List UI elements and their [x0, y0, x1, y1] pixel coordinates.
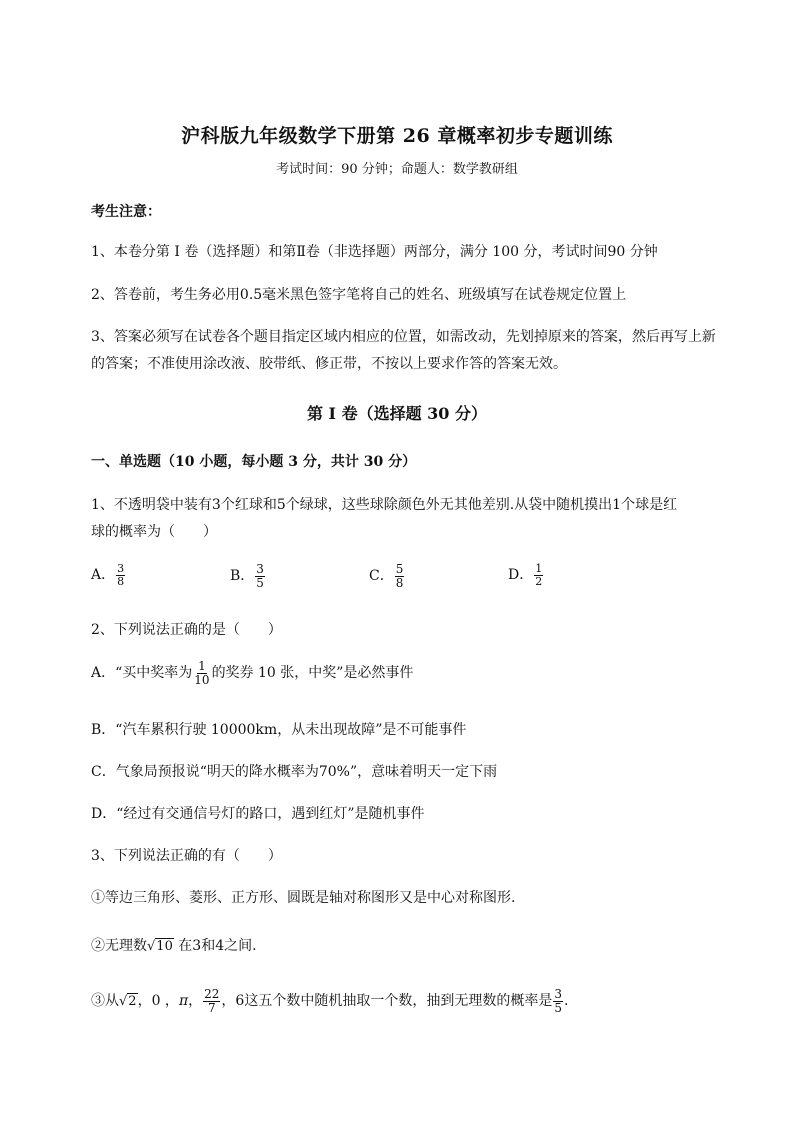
q1-option-a-fraction [116, 563, 125, 587]
q3-s2-post: 在3和4之间. [173, 938, 257, 954]
notice-heading: 考生注意： [91, 204, 161, 220]
q3-s3-mid1: ，0 ， [137, 993, 179, 1010]
q2-option-a[interactable] [91, 660, 413, 686]
q3-s3-pre: ③从 [91, 993, 119, 1010]
notice-item-3-line-1: 3、答案必须写在试卷各个题目指定区域内相应的位置，如需改动，先划掉原来的答案，然后再写上新 [91, 329, 716, 345]
q1-option-c-fraction [395, 563, 405, 589]
q1-option-b[interactable] [230, 563, 266, 589]
q1-option-a-label: A． [91, 567, 116, 584]
q3-s3-end: . [563, 993, 569, 1010]
q2-a-denominator: 10 [194, 672, 210, 687]
q1-b-denominator: 5 [256, 575, 264, 590]
q2-option-d[interactable]: D．“经过有交通信号灯的路口，遇到红灯”是随机事件 [91, 806, 425, 822]
q1-a-denominator: 8 [117, 574, 125, 588]
sqrt-icon: √ [119, 994, 128, 1010]
q2-option-a-pre: A．“买中奖率为 [91, 665, 193, 682]
part-title: 一、单选题（10 小题，每小题 3 分，共计 30 分） [91, 454, 417, 470]
q3-s3-pi: π [178, 993, 189, 1010]
q1-option-b-fraction [255, 563, 265, 589]
q3-s3-mid2: ， [188, 993, 203, 1010]
q2-option-a-fraction [193, 660, 210, 686]
notice-item-1: 1、本卷分第 I 卷（选择题）和第Ⅱ卷（非选择题）两部分，满分 100 分，考试时间90 分钟 [91, 244, 658, 260]
q3-s2-sqrt [147, 939, 174, 954]
section-title: 第 I 卷（选择题 30 分） [306, 404, 488, 423]
q3-s3-p-numerator: 3 [554, 987, 562, 1001]
q2-option-b[interactable]: B．“汽车累积行驶 10000km，从未出现故障”是不可能事件 [91, 722, 467, 738]
q3-s2-pre: ②无理数 [91, 938, 147, 954]
q1-a-numerator: 3 [117, 562, 125, 575]
q3-s3-f-denominator: 7 [207, 1000, 216, 1015]
q1-d-numerator: 1 [535, 562, 543, 575]
q1-b-numerator: 3 [256, 562, 264, 576]
q1-c-numerator: 5 [395, 562, 404, 576]
q1-stem-line-1: 1、不透明袋中装有3个红球和5个绿球，这些球除颜色外无其他差别.从袋中随机摸出1个球是红 [91, 497, 678, 513]
q3-s3-mid3: ，6这五个数中随机抽取一个数，抽到无理数的概率是 [221, 993, 553, 1010]
q1-stem-line-2: 球的概率为（ ） [91, 524, 217, 540]
q2-stem: 2、下列说法正确的是（ ） [91, 622, 282, 638]
q2-option-a-post: 的奖券 10 张，中奖”是必然事件 [211, 665, 414, 682]
q3-s3-fraction-22-7 [203, 988, 220, 1014]
q2-a-numerator: 1 [198, 659, 206, 673]
notice-item-2: 2、答卷前，考生务必用0.5毫米黑色签字笔将自己的姓名、班级填写在试卷规定位置上 [91, 287, 627, 303]
q1-c-denominator: 8 [395, 575, 404, 590]
q3-s2-radicand: 10 [156, 939, 173, 954]
q3-statement-3 [91, 988, 568, 1014]
q3-stem: 3、下列说法正确的有（ ） [91, 848, 282, 864]
q1-option-c-label: C． [369, 568, 394, 585]
sqrt-icon: √ [147, 939, 156, 954]
q3-s3-p-denominator: 5 [554, 1000, 562, 1015]
q3-s3-radicand: 2 [128, 994, 137, 1010]
q3-s3-sqrt [119, 994, 138, 1009]
q1-option-d-label: D． [508, 567, 534, 584]
q3-statement-1: ①等边三角形、菱形、正方形、圆既是轴对称图形又是中心对称图形. [91, 890, 516, 906]
notice-item-3-line-2: 的答案；不准使用涂改液、胶带纸、修正带，不按以上要求作答的答案无效。 [91, 356, 567, 372]
q1-option-d-fraction [534, 563, 543, 587]
q1-option-a[interactable] [91, 563, 126, 587]
q1-option-b-label: B． [230, 568, 255, 585]
q1-option-c[interactable] [369, 563, 405, 589]
q3-s3-f-numerator: 22 [204, 987, 220, 1001]
page-subtitle: 考试时间：90 分钟；命题人：数学教研组 [276, 162, 518, 177]
q3-statement-2 [91, 935, 257, 955]
q1-option-d[interactable] [508, 563, 544, 587]
page-title: 沪科版九年级数学下册第 26 章概率初步专题训练 [181, 125, 613, 147]
q2-option-c[interactable]: C．气象局预报说“明天的降水概率为70%”，意味着明天一定下雨 [91, 764, 498, 780]
q1-d-denominator: 2 [535, 574, 543, 588]
q3-s3-probability-fraction [553, 988, 563, 1014]
